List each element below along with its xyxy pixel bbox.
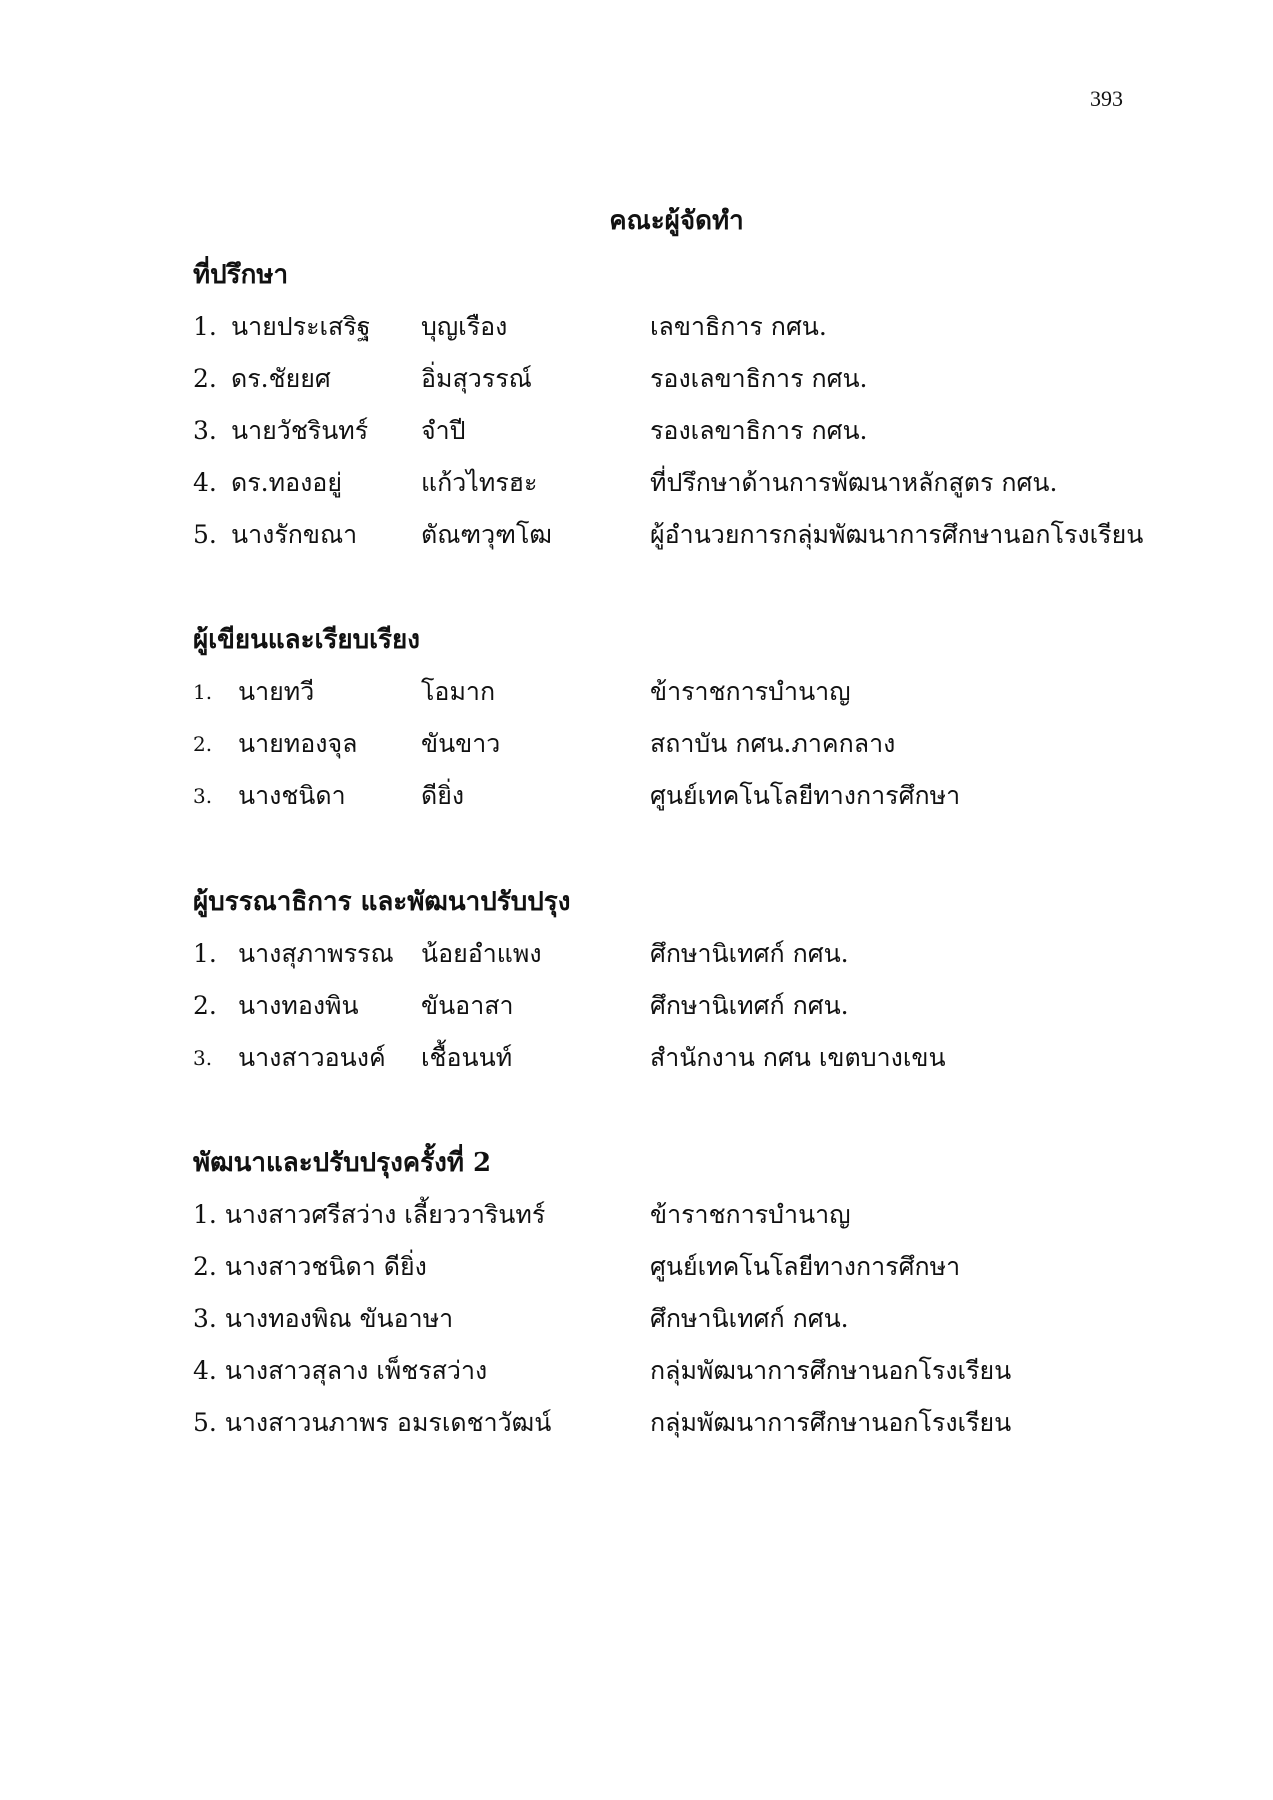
item-position: ศึกษานิเทศก์ กศน.: [650, 1304, 849, 1333]
list-item: [193, 515, 1193, 567]
item-number: 3.: [193, 784, 213, 808]
item-fullname: 4. นางสาวสุลาง เพ็ชรสว่าง: [193, 1356, 488, 1385]
item-position: ข้าราชการบำนาญ: [650, 677, 851, 706]
item-fullname: 2. นางสาวชนิดา ดียิ่ง: [193, 1252, 427, 1281]
writers-section: [193, 620, 1193, 828]
list-item: [193, 1403, 1193, 1455]
item-position: กลุ่มพัฒนาการศึกษานอกโรงเรียน: [650, 1408, 1012, 1437]
list-item: [193, 1247, 1193, 1299]
item-position: สำนักงาน กศน เขตบางเขน: [650, 1043, 946, 1072]
item-position: เลขาธิการ กศน.: [650, 312, 827, 341]
item-surname: ตัณฑวุฑโฒ: [421, 520, 552, 549]
revision-section: [193, 1143, 1193, 1455]
list-item: [193, 463, 1193, 515]
item-name: นางรักขณา: [231, 520, 358, 549]
item-number: 5.: [193, 520, 217, 549]
list-item: [193, 1195, 1193, 1247]
advisors-heading: ที่ปรึกษา: [193, 260, 289, 290]
item-position: ศึกษานิเทศก์ กศน.: [650, 939, 849, 968]
item-surname: อิ่มสุวรรณ์: [421, 364, 532, 393]
advisors-section: [193, 255, 1193, 567]
item-surname: ขันอาสา: [421, 991, 514, 1020]
list-item: [193, 934, 1193, 986]
item-number: 3.: [193, 416, 217, 445]
item-name: ดร.ชัยยศ: [231, 364, 331, 393]
item-number: 2.: [193, 732, 213, 756]
page-number: 393: [1090, 86, 1123, 111]
item-fullname: 5. นางสาวนภาพร อมรเดชาวัฒน์: [193, 1408, 552, 1437]
list-item: [193, 307, 1193, 359]
list-item: [193, 724, 1193, 776]
editors-section: [193, 882, 1193, 1090]
item-position: รองเลขาธิการ กศน.: [650, 364, 868, 393]
item-position: ที่ปรึกษาด้านการพัฒนาหลักสูตร กศน.: [650, 468, 1058, 497]
item-position: สถาบัน กศน.ภาคกลาง: [650, 729, 896, 758]
item-name: นายวัชรินทร์: [231, 416, 369, 445]
item-name: นายประเสริฐ: [231, 312, 371, 341]
list-item: [193, 411, 1193, 463]
list-item: [193, 359, 1193, 411]
item-position: ข้าราชการบำนาญ: [650, 1200, 851, 1229]
item-number: 2.: [193, 991, 217, 1020]
item-surname: ขันขาว: [421, 729, 501, 758]
item-surname: โอมาก: [421, 677, 496, 706]
revision-heading: พัฒนาและปรับปรุงครั้งที่ 2: [193, 1148, 492, 1178]
item-surname: จำปี: [421, 416, 466, 445]
item-fullname: 3. นางทองพิณ ขันอาษา: [193, 1304, 454, 1333]
item-surname: เชื้อนนท์: [421, 1043, 513, 1072]
item-fullname: 1. นางสาวศรีสว่าง เลี้ยววารินทร์: [193, 1200, 546, 1229]
item-number: 1.: [193, 312, 217, 341]
list-item: [193, 672, 1193, 724]
item-surname: ดียิ่ง: [421, 781, 465, 810]
item-position: ศึกษานิเทศก์ กศน.: [650, 991, 849, 1020]
list-item: [193, 1351, 1193, 1403]
item-position: กลุ่มพัฒนาการศึกษานอกโรงเรียน: [650, 1356, 1012, 1385]
item-number: 4.: [193, 468, 217, 497]
item-surname: แก้วไทรฮะ: [421, 468, 538, 497]
writers-heading: ผู้เขียนและเรียบเรียง: [193, 625, 420, 655]
item-position: ศูนย์เทคโนโลยีทางการศึกษา: [650, 1252, 961, 1281]
item-name: นายทองจุล: [238, 729, 358, 758]
item-name: นางสาวอนงค์: [238, 1043, 386, 1072]
list-item: [193, 986, 1193, 1038]
item-name: นางสุภาพรรณ: [238, 939, 394, 968]
item-name: ดร.ทองอยู่: [231, 468, 342, 497]
item-number: 2.: [193, 364, 217, 393]
item-name: นางทองพิน: [238, 991, 359, 1020]
item-surname: บุญเรือง: [421, 312, 508, 341]
list-item: [193, 776, 1193, 828]
item-position: ผู้อำนวยการกลุ่มพัฒนาการศึกษานอกโรงเรียน: [650, 520, 1144, 549]
item-surname: น้อยอำแพง: [421, 939, 542, 968]
item-number: 1.: [193, 680, 213, 704]
item-position: รองเลขาธิการ กศน.: [650, 416, 868, 445]
item-name: นายทวี: [238, 677, 315, 706]
item-number: 1.: [193, 939, 217, 968]
page-title: คณะผู้จัดทำ: [609, 206, 744, 236]
editors-heading: ผู้บรรณาธิการ และพัฒนาปรับปรุง: [193, 887, 571, 917]
item-name: นางชนิดา: [238, 781, 346, 810]
item-position: ศูนย์เทคโนโลยีทางการศึกษา: [650, 781, 961, 810]
list-item: [193, 1299, 1193, 1351]
list-item: [193, 1038, 1193, 1090]
item-number: 3.: [193, 1046, 213, 1070]
